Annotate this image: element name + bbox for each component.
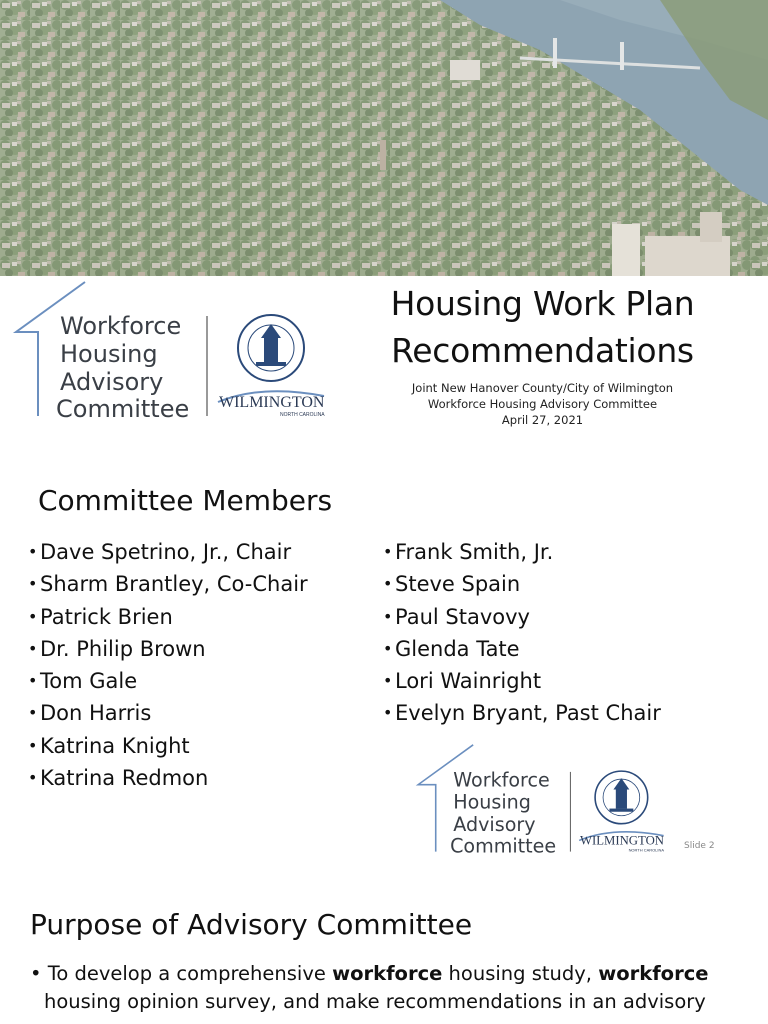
svg-text:WILMINGTON: WILMINGTON [219,394,325,411]
svg-text:Advisory: Advisory [453,812,536,836]
bullet-icon: • [28,768,38,788]
title-line-1: Housing Work Plan [390,284,695,323]
aerial-city-photo [0,0,768,276]
city-of-wilmington-logo [579,832,664,853]
logo-line-4: Committee [56,395,190,420]
workforce-housing-logo-small [415,740,670,858]
list-item: • Dr. Philip Brown [28,633,308,665]
committee-members-heading: Committee Members [38,484,333,517]
logo-line-3: Advisory [60,368,164,396]
bullet-icon: • [30,962,42,985]
list-item: • Sharm Brantley, Co-Chair [28,568,308,600]
county-seal-icon [595,771,648,824]
purpose-bullet: • To develop a comprehensive workforce housing study, workforce housing opinion survey, and make recommendations in an advisory [30,962,709,1013]
title-block [345,280,740,428]
list-item: • Katrina Redmon [28,762,308,794]
list-item: • Tom Gale [28,665,308,697]
title-line-2: Recommendations [391,331,694,370]
bullet-icon: • [28,703,38,723]
members-list-right [383,536,661,730]
bullet-icon: • [28,542,38,561]
bullet-icon: • [383,638,393,658]
svg-text:WILMINGTON: WILMINGTON [579,833,664,848]
purpose-slide [0,888,768,1024]
presentation-date: April 27, 2021 [501,413,584,427]
bullet-icon: • [28,671,38,691]
bullet-icon: • [383,574,393,594]
bullet-icon: • [383,606,393,626]
list-item: • Glenda Tate [383,633,661,665]
subtitle-line-2: Workforce Housing Advisory Committee [427,397,658,411]
title-slide [0,0,768,440]
svg-text:NORTH CAROLINA: NORTH CAROLINA [280,412,325,418]
slide-number: Slide 2 [684,841,715,851]
list-item: • Patrick Brien [28,601,308,633]
bullet-icon: • [383,703,393,723]
bullet-icon: • [28,606,38,626]
bullet-icon: • [28,574,38,594]
county-seal-icon [238,315,304,381]
city-of-wilmington-logo [218,391,325,418]
svg-text:Committee: Committee [450,834,557,858]
list-item: • Don Harris [28,697,308,729]
bullet-icon: • [28,638,38,658]
bullet-icon: • [383,671,393,691]
list-item: • Evelyn Bryant, Past Chair [383,697,661,729]
subtitle-line-1: Joint New Hanover County/City of Wilmington [411,381,674,395]
list-item: • Dave Spetrino, Jr., Chair [28,536,308,568]
svg-text:Workforce: Workforce [453,768,550,792]
list-item: • Lori Wainright [383,665,661,697]
members-list-left [28,536,308,794]
svg-text:Housing: Housing [453,790,531,814]
purpose-heading: Purpose of Advisory Committee [30,908,473,941]
svg-text:NORTH CAROLINA: NORTH CAROLINA [628,847,664,853]
list-item: • Frank Smith, Jr. [383,536,661,568]
bullet-icon: • [28,735,38,755]
logo-line-2: Housing [60,340,158,368]
list-item: • Paul Stavovy [383,601,661,633]
logo-line-1: Workforce [60,312,182,340]
committee-members-slide [0,462,768,866]
list-item: • Katrina Knight [28,730,308,762]
workforce-housing-logo [12,280,332,420]
list-item: • Steve Spain [383,568,661,600]
bullet-icon: • [383,542,393,561]
